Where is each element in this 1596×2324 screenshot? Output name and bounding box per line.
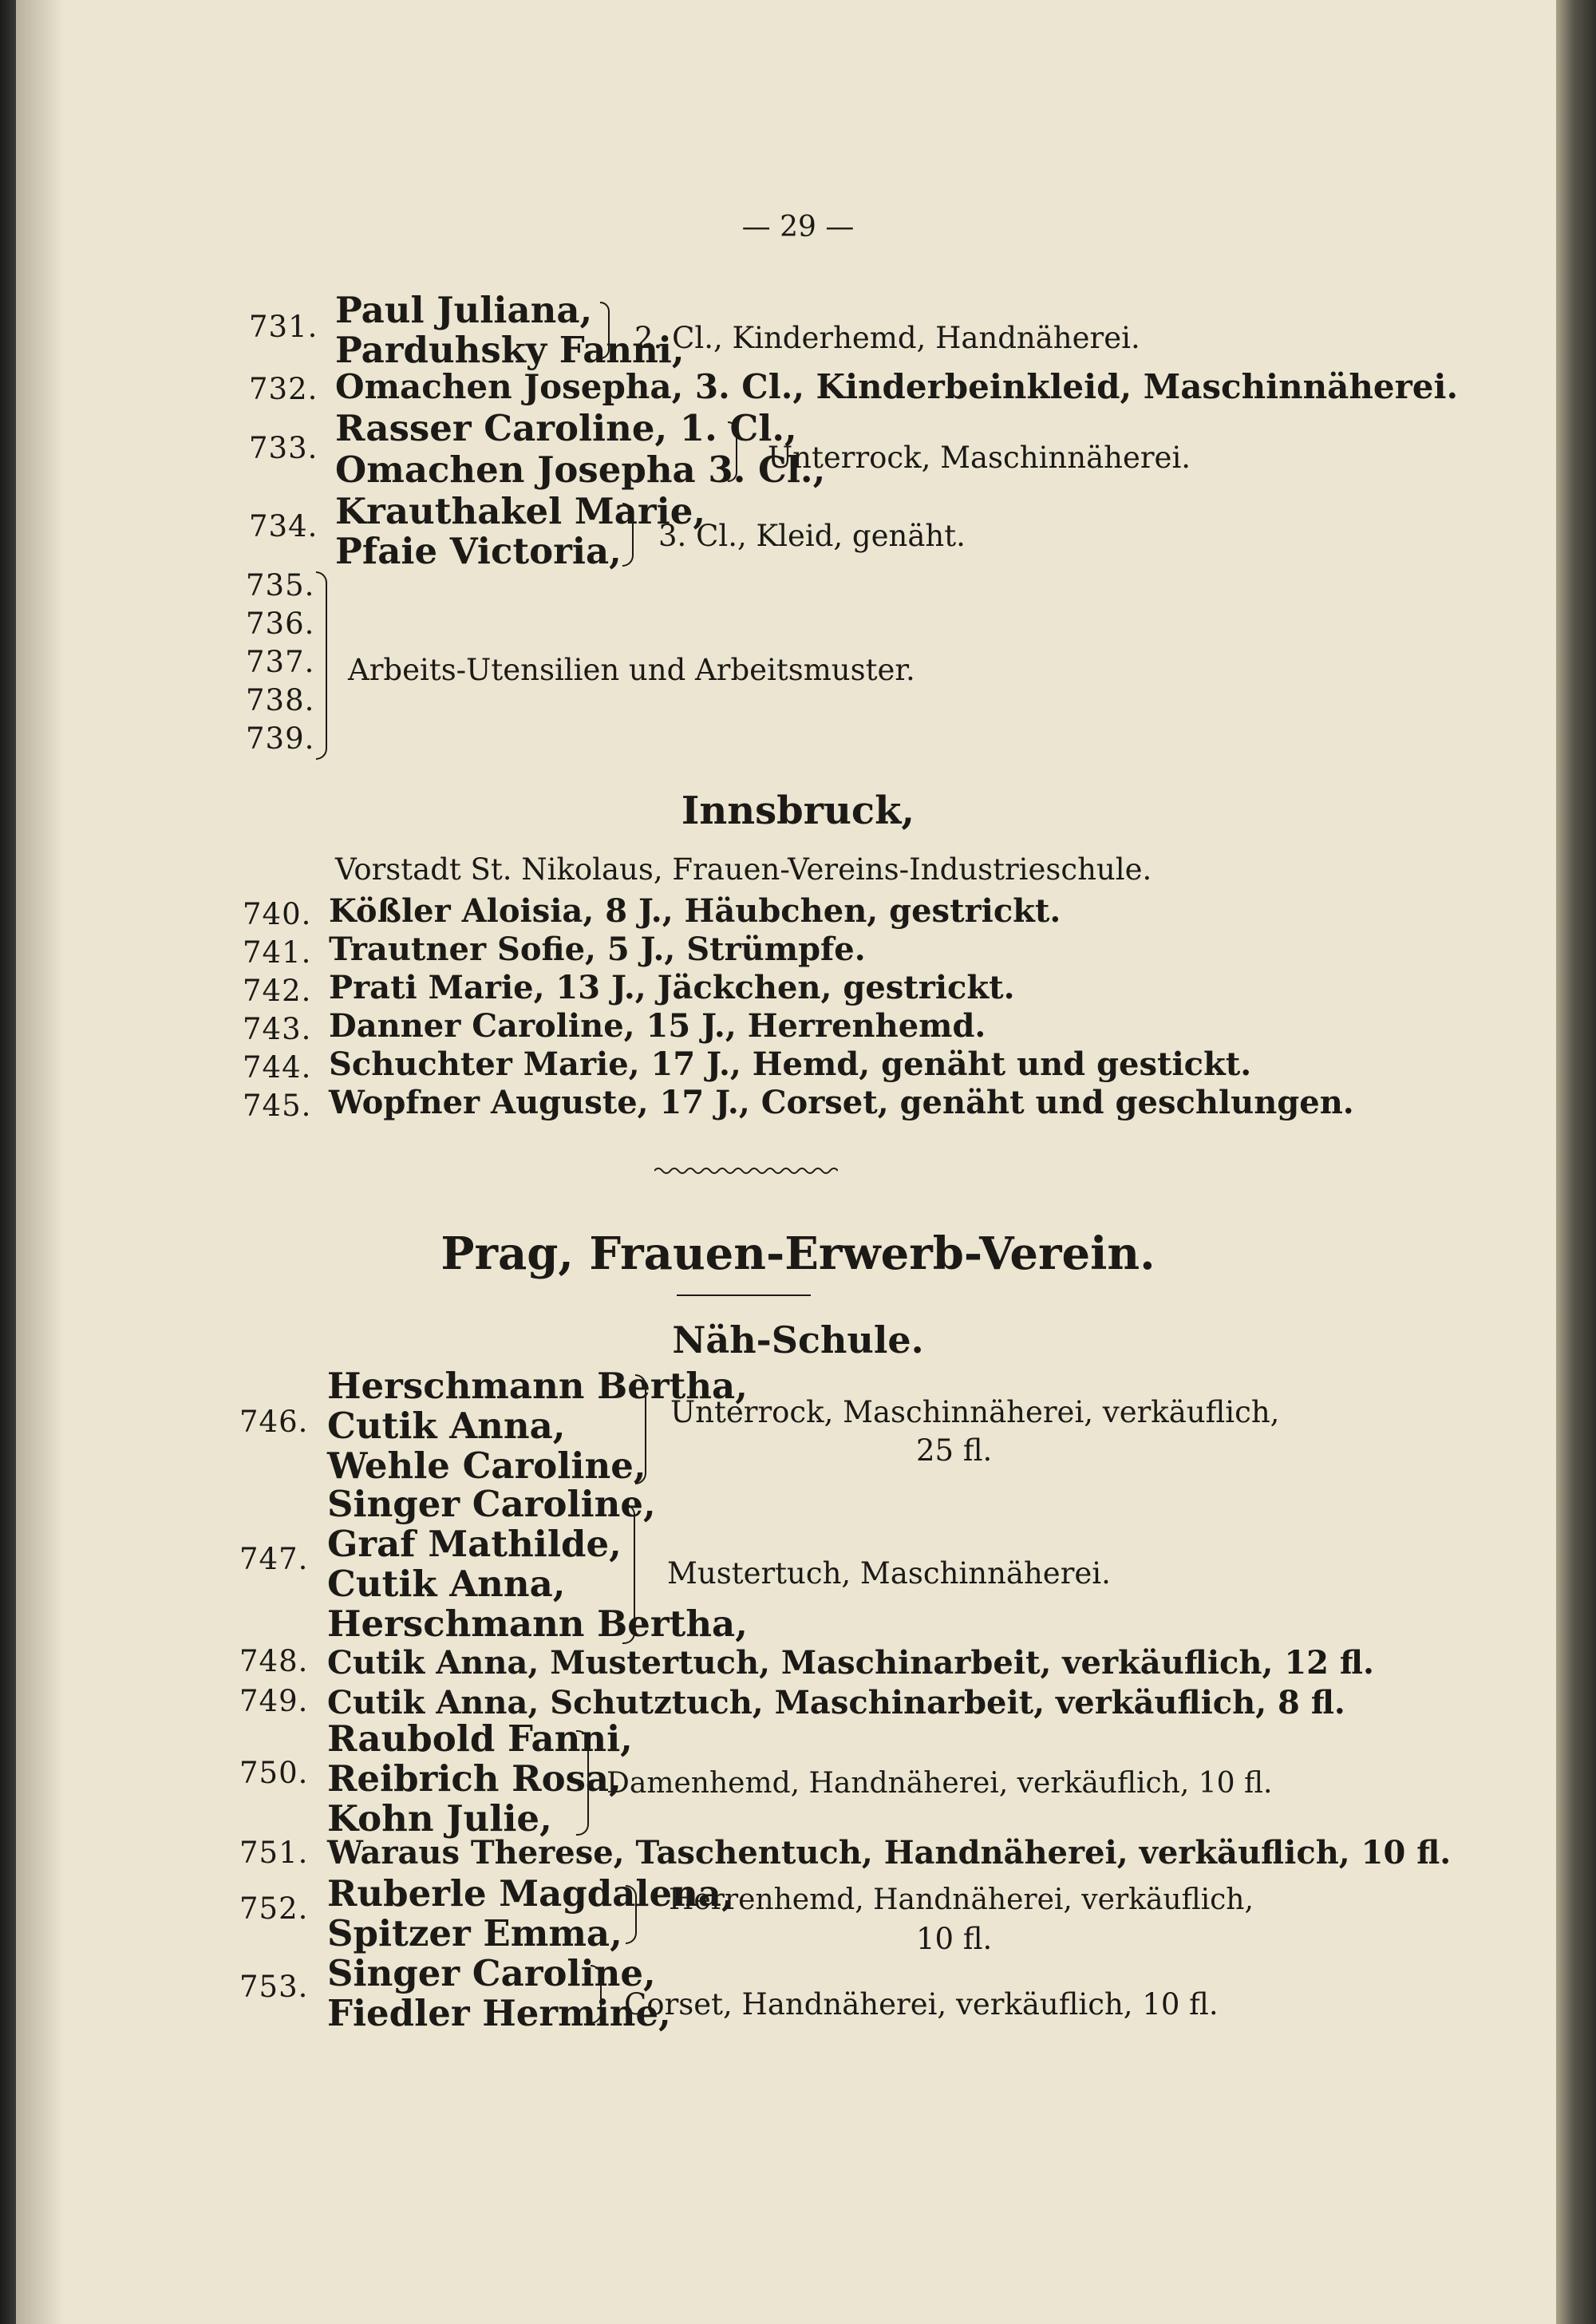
entry-731-name-1: Paul Juliana, xyxy=(335,289,593,331)
entry-747-name-4: Herschmann Bertha, xyxy=(327,1603,748,1645)
entry-746-description: Unterrock, Maschinnäherei, verkäuflich, xyxy=(670,1395,1280,1429)
entry-731-brace xyxy=(600,302,610,359)
entry-741-number: 741. xyxy=(243,935,312,970)
entry-750-description: Damenhemd, Handnäherei, verkäuflich, 10 fl. xyxy=(606,1767,1273,1800)
entry-752-brace xyxy=(626,1885,637,1944)
entry-746-number: 746. xyxy=(239,1405,309,1439)
entry-734-name-1: Krauthakel Marie, xyxy=(335,490,705,532)
entry-735-number: 735. xyxy=(246,568,315,603)
entry-744-number: 744. xyxy=(243,1050,312,1085)
entry-733-number: 733. xyxy=(249,431,318,465)
entry-744-text: Schuchter Marie, 17 J., Hemd, genäht und gestickt. xyxy=(329,1045,1252,1083)
entry-750-brace xyxy=(576,1730,589,1836)
entry-747-name-3: Cutik Anna, xyxy=(327,1563,566,1605)
entry-734-description: 3. Cl., Kleid, genäht. xyxy=(658,519,966,553)
entry-742-number: 742. xyxy=(243,974,312,1008)
entry-746-name-3: Wehle Caroline, xyxy=(327,1445,646,1487)
entry-731-name-2: Parduhsky Fanni, xyxy=(335,329,685,371)
entry-747-name-1: Singer Caroline, xyxy=(327,1483,656,1525)
entry-736-number: 736. xyxy=(246,607,315,641)
heading-rule xyxy=(677,1294,811,1296)
entry-733-name-2: Omachen Josepha 3. Cl., xyxy=(335,449,826,491)
entry-734-name-2: Pfaie Victoria, xyxy=(335,530,622,572)
entry-749-text: Cutik Anna, Schutztuch, Maschinarbeit, verkäuflich, 8 fl. xyxy=(327,1684,1345,1721)
entry-753-name-2: Fiedler Hermine, xyxy=(327,1992,671,2034)
entry-738-number: 738. xyxy=(246,683,315,717)
entry-747-description: Mustertuch, Maschinnäherei. xyxy=(667,1556,1111,1591)
entry-733-brace xyxy=(728,421,737,482)
entries-735-739-description: Arbeits-Utensilien und Arbeitsmuster. xyxy=(348,653,915,687)
entry-748-number: 748. xyxy=(239,1644,309,1678)
entry-734-number: 734. xyxy=(249,509,318,543)
entry-751-text: Waraus Therese, Taschentuch, Handnäherei, verkäuflich, 10 fl. xyxy=(327,1834,1452,1871)
entry-747-name-2: Graf Mathilde, xyxy=(327,1523,622,1565)
entry-733-description: Unterrock, Maschinnäherei. xyxy=(768,441,1191,475)
page-gutter xyxy=(1556,0,1596,2324)
entry-746-brace xyxy=(635,1374,646,1484)
entry-753-brace xyxy=(591,1965,602,2024)
entry-747-brace xyxy=(622,1504,635,1644)
entry-749-number: 749. xyxy=(239,1684,309,1718)
entry-752-description: Herrenhemd, Handnäherei, verkäuflich, xyxy=(669,1883,1254,1916)
entry-740-number: 740. xyxy=(243,897,312,931)
entry-752-name-2: Spitzer Emma, xyxy=(327,1912,622,1954)
entry-742-text: Prati Marie, 13 J., Jäckchen, gestrickt. xyxy=(329,969,1015,1006)
section-heading-prag: Prag, Frauen-Erwerb-Verein. xyxy=(440,1227,1156,1280)
entry-751-number: 751. xyxy=(239,1836,309,1870)
entry-746-name-2: Cutik Anna, xyxy=(327,1405,566,1447)
entry-746-price: 25 fl. xyxy=(916,1433,993,1468)
entry-746-name-1: Herschmann Bertha, xyxy=(327,1365,748,1407)
entry-745-text: Wopfner Auguste, 17 J., Corset, genäht und geschlungen. xyxy=(329,1084,1354,1121)
entry-732-text: Omachen Josepha, 3. Cl., Kinderbeinkleid, Maschinnäherei. xyxy=(335,367,1459,406)
entry-739-number: 739. xyxy=(246,721,315,756)
entry-750-name-2: Reibrich Rosa, xyxy=(327,1757,622,1800)
entry-748-text: Cutik Anna, Mustertuch, Maschinarbeit, verkäuflich, 12 fl. xyxy=(327,1644,1374,1682)
entry-740-text: Kößler Aloisia, 8 J., Häubchen, gestrickt. xyxy=(329,892,1061,930)
page-number: — 29 — xyxy=(741,211,855,243)
entry-747-number: 747. xyxy=(239,1542,309,1576)
entry-737-number: 737. xyxy=(246,645,315,679)
entry-734-brace xyxy=(622,503,634,567)
book-spine-edge xyxy=(0,0,16,2324)
entry-733-name-1: Rasser Caroline, 1. Cl., xyxy=(335,407,797,449)
entry-732-number: 732. xyxy=(249,372,318,406)
entry-731-number: 731. xyxy=(249,310,318,344)
entry-752-name-1: Ruberle Magdalena, xyxy=(327,1872,734,1915)
entry-753-description: Corset, Handnäherei, verkäuflich, 10 fl. xyxy=(624,1987,1219,2022)
entry-741-text: Trautner Sofie, 5 J., Strümpfe. xyxy=(329,931,866,968)
entries-735-739-brace xyxy=(316,571,327,760)
entry-750-number: 750. xyxy=(239,1756,309,1790)
entry-743-text: Danner Caroline, 15 J., Herrenhemd. xyxy=(329,1007,986,1045)
entry-752-number: 752. xyxy=(239,1891,309,1926)
entry-745-number: 745. xyxy=(243,1089,312,1123)
entry-752-price: 10 fl. xyxy=(916,1922,993,1956)
section-heading-innsbruck: Innsbruck, xyxy=(681,788,915,833)
entry-750-name-1: Raubold Fanni, xyxy=(327,1717,633,1760)
entry-753-number: 753. xyxy=(239,1970,309,2004)
subheading-naeh-schule: Näh-Schule. xyxy=(672,1318,924,1362)
innsbruck-subtitle: Vorstadt St. Nikolaus, Frauen-Vereins-Industrieschule. xyxy=(335,852,1152,887)
entry-731-description: 2. Cl., Kinderhemd, Handnäherei. xyxy=(634,321,1140,355)
entry-750-name-3: Kohn Julie, xyxy=(327,1797,552,1840)
wavy-divider xyxy=(654,1165,838,1176)
entry-753-name-1: Singer Caroline, xyxy=(327,1952,656,1994)
entry-743-number: 743. xyxy=(243,1012,312,1046)
